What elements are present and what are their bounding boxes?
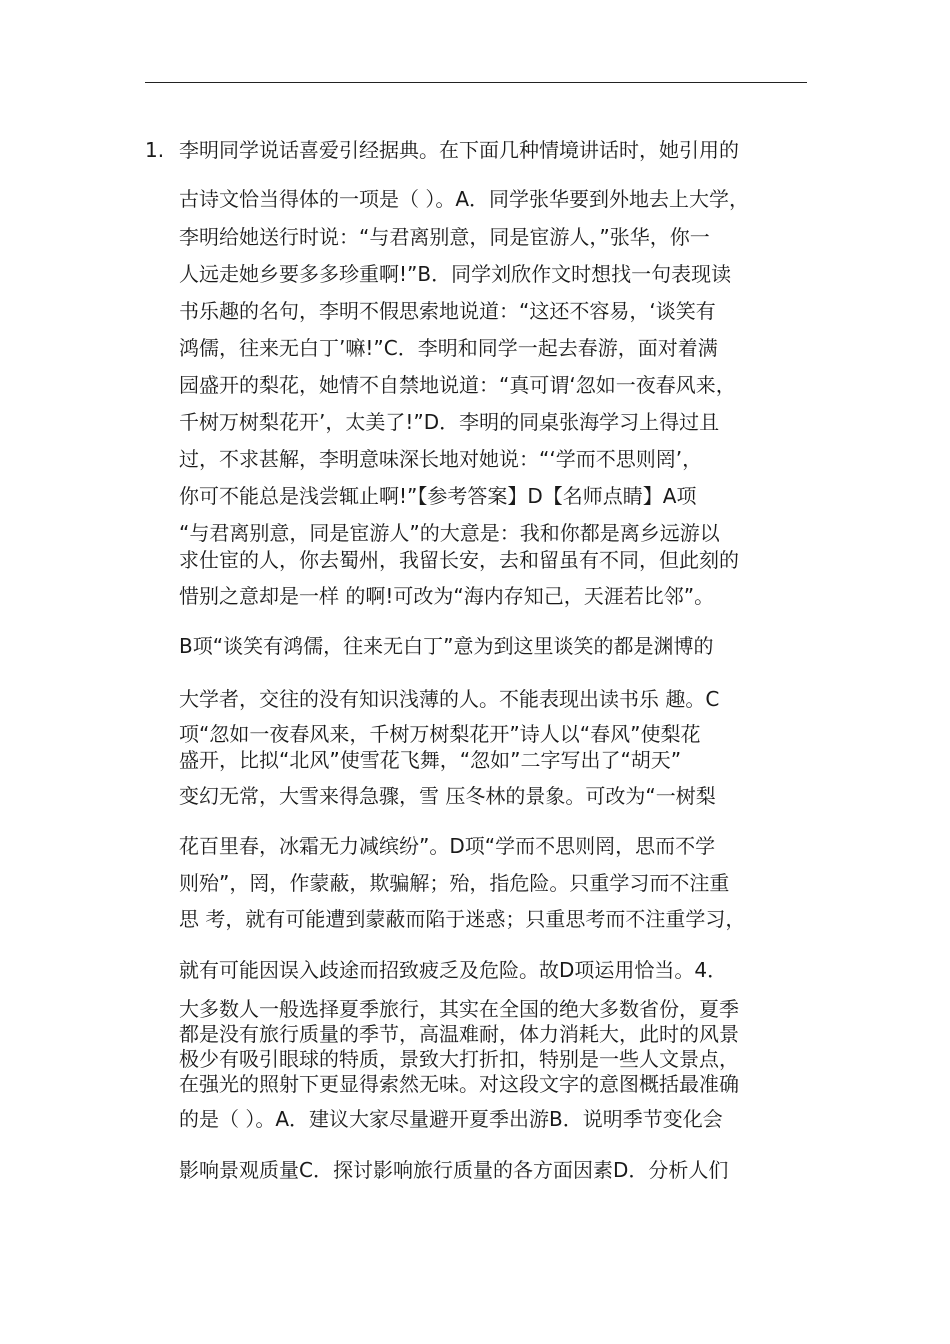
- text-line: 花百里春，冰霜无力减缤纷”。D项“学而不思则罔，思而不学: [179, 834, 716, 858]
- text-line: 都是没有旅行质量的季节，高温难耐，体力消耗大，此时的风景: [179, 1022, 739, 1046]
- text-line: 极少有吸引眼球的特质，景致大打折扣，特别是一些人文景点，: [179, 1047, 739, 1071]
- text-line: 鸿儒，往来无白丁’嘛!”C．李明和同学一起去春游，面对着满: [179, 336, 718, 360]
- text-line: 园盛开的梨花，她情不自禁地说道：“真可谓‘忽如一夜春风来，: [179, 373, 736, 397]
- text-line: 李明给她送行时说：“与君离别意，同是宦游人，”张华，你一: [179, 225, 710, 249]
- text-line: B项“谈笑有鸿儒，往来无白丁”意为到这里谈笑的都是渊博的: [179, 634, 714, 658]
- text-line: 惜别之意却是一样 的啊!可改为“海内存知己，天涯若比邻”。: [179, 584, 715, 608]
- text-line: 思 考，就有可能遭到蒙蔽而陷于迷惑；只重思考而不注重学习，: [179, 907, 746, 931]
- text-line: 变幻无常，大雪来得急骤，雪 压冬林的景象。可改为“一树梨: [179, 784, 716, 808]
- text-line: 古诗文恰当得体的一项是（ ）。A．同学张华要到外地去上大学，: [179, 187, 750, 211]
- text-line: 则殆”，罔，作蒙蔽，欺骗解；殆，指危险。只重学习而不注重: [179, 871, 730, 895]
- text-line: 在强光的照射下更显得索然无味。对这段文字的意图概括最准确: [179, 1072, 739, 1096]
- text-line: 李明同学说话喜爱引经据典。在下面几种情境讲话时，她引用的: [179, 138, 739, 162]
- text-line: 大学者，交往的没有知识浅薄的人。不能表现出读书乐 趣。C: [179, 687, 720, 711]
- question-number: 1.: [145, 138, 165, 162]
- text-line: 大多数人一般选择夏季旅行，其实在全国的绝大多数省份，夏季: [179, 997, 739, 1021]
- text-line: 项“忽如一夜春风来，千树万树梨花开”诗人以“春风”使梨花: [179, 722, 701, 746]
- header-rule: [145, 82, 807, 83]
- text-line: 人远走她乡要多多珍重啊!”B．同学刘欣作文时想找一句表现读: [179, 262, 732, 286]
- text-line: 的是（ ）。A．建议大家尽量避开夏季出游B．说明季节变化会: [179, 1107, 723, 1131]
- text-line: 过，不求甚解，李明意味深长地对她说：“‘学而不思则罔’，: [179, 447, 703, 471]
- text-line: 求仕宦的人，你去蜀州，我留长安，去和留虽有不同，但此刻的: [179, 548, 739, 572]
- text-line: 盛开，比拟“北风”使雪花飞舞，“忽如”二字写出了“胡天”: [179, 748, 682, 772]
- text-line: 影响景观质量C．探讨影响旅行质量的各方面因素D．分析人们: [179, 1158, 729, 1182]
- text-line: 书乐趣的名句，李明不假思索地说道：“这还不容易，‘谈笑有: [179, 299, 716, 323]
- text-line: 你可不能总是浅尝辄止啊!”【参考答案】D【名师点睛】A项: [179, 484, 697, 508]
- text-line: “与君离别意，同是宦游人”的大意是：我和你都是离乡远游以: [179, 521, 720, 545]
- text-line: 千树万树梨花开’，太美了!”D．李明的同桌张海学习上得过且: [179, 410, 720, 434]
- text-line: 就有可能因误入歧途而招致疲乏及危险。故D项运用恰当。4．: [179, 958, 728, 982]
